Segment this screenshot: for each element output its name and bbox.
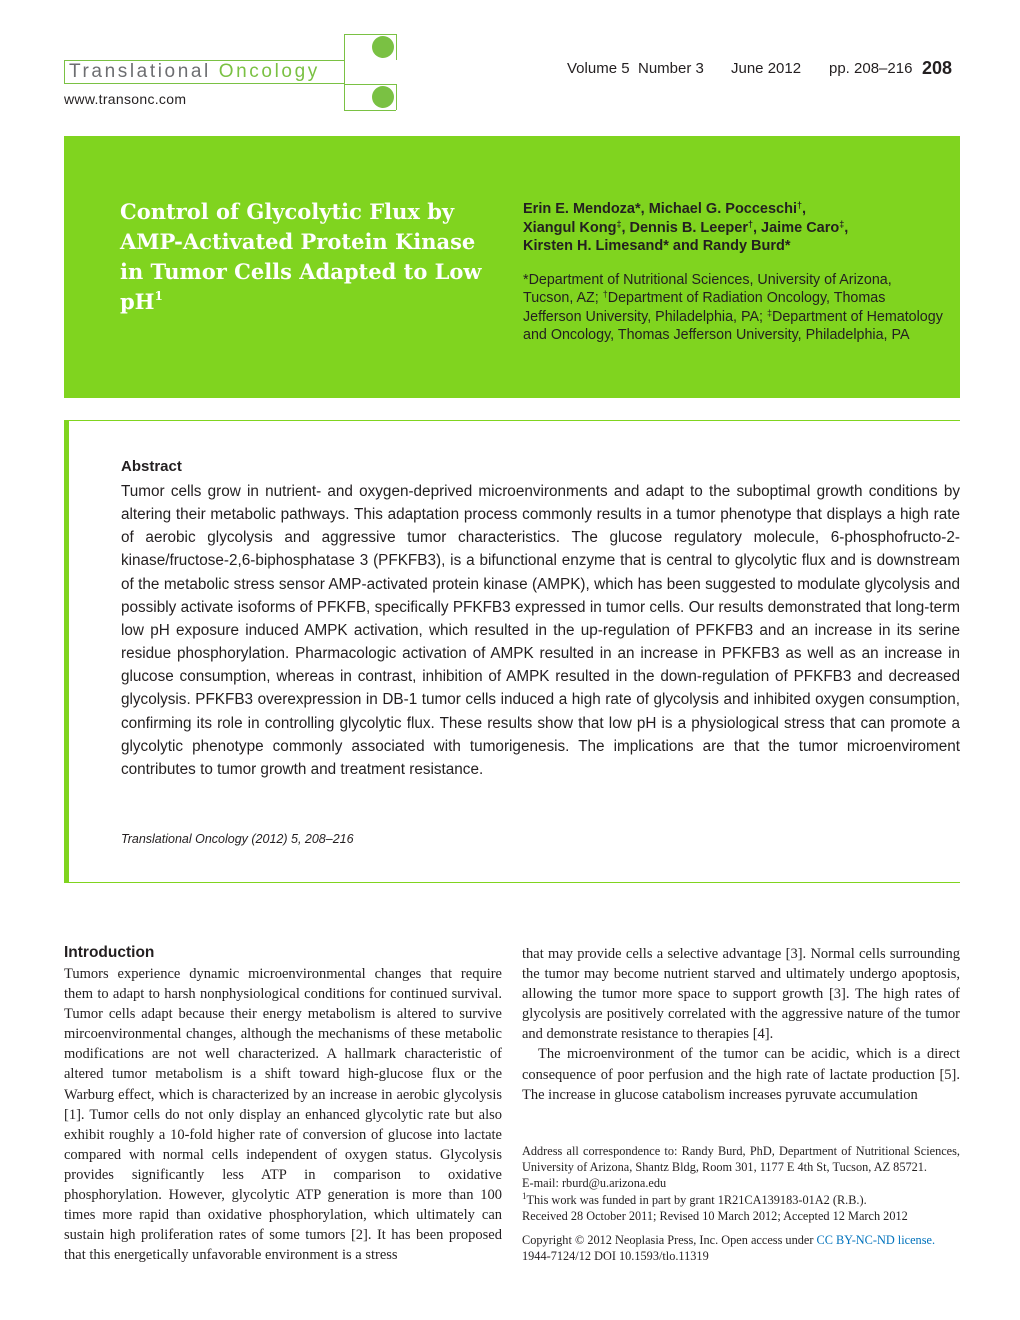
author-mark: ‡ <box>616 218 622 229</box>
abstract-rule <box>64 882 960 883</box>
footnotes <box>522 1143 960 1264</box>
header-volume: Volume 5 <box>567 60 630 77</box>
author-name: Erin E. Mendoza <box>523 201 635 217</box>
doi[interactable]: 1944-7124/12 DOI 10.1593/tlo.11319 <box>522 1249 709 1264</box>
logo-line <box>344 110 396 111</box>
funding-mark: 1 <box>522 1190 527 1201</box>
funding-text: This work was funded in part by grant 1R21CA139183-01A2 (R.B.). <box>526 1192 867 1207</box>
received-dates: Received 28 October 2011; Revised 10 March 2012; Accepted 12 March 2012 <box>522 1208 908 1223</box>
author-conjunction: and <box>672 238 699 254</box>
author-name: Kirsten H. Limesand <box>523 238 664 254</box>
author-name: Randy Burd <box>702 238 785 254</box>
abstract-rule <box>64 420 69 883</box>
journal-name-part2: Oncology <box>218 61 320 82</box>
introduction-heading: Introduction <box>64 944 155 961</box>
author-mark: † <box>797 200 803 210</box>
license-link[interactable]: CC BY-NC-ND license. <box>816 1233 936 1248</box>
journal-url-link[interactable]: www.transonc.com <box>64 91 187 107</box>
logo-line <box>344 34 396 35</box>
logo-dot-icon <box>372 86 394 108</box>
affiliation-mark: † <box>602 289 608 300</box>
logo-line <box>396 84 397 110</box>
copyright-text: Copyright © 2012 Neoplasia Press, Inc. Open access under <box>522 1233 814 1248</box>
logo-dot-icon <box>372 36 394 58</box>
header-number: Number 3 <box>638 60 704 77</box>
title-footnote-mark[interactable]: 1 <box>154 289 163 303</box>
citation: Translational Oncology (2012) 5, 208–216 <box>121 832 354 846</box>
author-list: Erin E. Mendoza*, Michael G. Pocceschi†, Xiangul Kong‡, Dennis B. Leeper†, Jaime Caro‡, Kirsten H. Limesand* and Randy Burd* <box>523 200 849 254</box>
affiliation-mark: ‡ <box>766 307 772 318</box>
affiliation: Department of Nutritional Sciences, University of Arizona, Tucson, AZ; <box>523 272 892 307</box>
abstract-heading: Abstract <box>121 458 182 475</box>
affiliation-list <box>523 271 943 344</box>
author-name: Xiangul Kong <box>523 219 617 236</box>
author-name: Jaime Caro <box>761 219 840 236</box>
logo-line <box>344 34 345 110</box>
author-mark: * <box>635 201 641 217</box>
logo-line <box>344 84 396 85</box>
journal-name-part1: Translational <box>69 61 211 82</box>
introduction-column-right <box>522 944 960 1105</box>
author-name: Dennis B. Leeper <box>629 219 748 236</box>
introduction-paragraph: The microenvironment of the tumor can be acidic, which is a direct consequence of poor perfusion and the high rate of lactate production [5]. The increase in glucose catabolism increases pyruvate accumulation <box>522 1046 960 1103</box>
author-mark: † <box>747 218 753 229</box>
author-name: Michael G. Pocceschi <box>648 201 798 217</box>
header-pages: pp. 208–216 <box>829 60 913 77</box>
abstract-rule <box>64 420 960 421</box>
introduction-paragraph: that may provide cells a selective advantage [3]. Normal cells surrounding the tumor may become nutrient starved and ultimately undergo apoptosis, allowing the tumor more space to support growth [3]. The high rates of glycolysis are positively correlated with the aggressive nature of the tumor and demonstrate resistance to therapies [4]. <box>522 946 960 1043</box>
funding-note <box>522 1192 960 1208</box>
affiliation: Department of Hematology and Oncology, Thomas Jefferson University, Philadelphia, PA <box>523 308 943 343</box>
email-link[interactable]: E-mail: rburd@u.arizona.edu <box>522 1176 667 1191</box>
article-title <box>120 197 490 317</box>
affiliation: Department of Radiation Oncology, Thomas Jefferson University, Philadelphia, PA; <box>523 290 886 325</box>
header-date: June 2012 <box>731 60 802 77</box>
correspondence-note: Address all correspondence to: Randy Burd, PhD, Department of Nutritional Sciences, University of Arizona, Shantz Bldg, Room 301, 1177 E 4th St, Tucson, AZ 85721. <box>522 1144 960 1175</box>
logo-line <box>396 34 397 60</box>
author-mark: * <box>784 238 791 254</box>
article-title-text: Control of Glycolytic Flux by AMP-Activated Protein Kinase in Tumor Cells Adapted to Low pH <box>120 199 482 314</box>
author-mark: ‡ <box>839 218 845 229</box>
logo-frame <box>64 60 344 84</box>
page-number: 208 <box>922 58 953 78</box>
author-mark: * <box>663 238 669 254</box>
journal-name <box>69 61 320 83</box>
introduction-column-left: Tumors experience dynamic microenvironmental changes that require them to adapt to harsh nonphysiological conditions for continued survival. Tumor cells adapt because their energy metabolism is altered to survive mircoenvironmental changes, although the mechanisms of these metabolic modifications are not well characterized. A hallmark characteristic of altered tumor metabolism is a shift toward high-glucose flux or the Warburg effect, which is characterized by an increase in aerobic glycolysis [1]. Tumor cells do not only display an enhanced glycolytic rate but also exhibit roughly a 10-fold higher rate of conversion of glucose into lactate compared with normal cells independent of oxygen status. Glycolysis provides significantly less ATP in comparison to oxidative phosphorylation. However, glycolytic ATP generation is more than 100 times more rapid than oxidative phosphorylation, which ultimately can sustain high proliferation rates of some tumors [2]. It has been proposed that this energetically unfavorable environment is a stress <box>64 966 502 1264</box>
copyright-note <box>522 1232 960 1248</box>
abstract-body: Tumor cells grow in nutrient- and oxygen-deprived microenvironments and adapt to the suboptimal growth conditions by altering their metabolic pathways. This adaptation process commonly results in a tumor phenotype that displays a high rate of aerobic glycolysis and aggressive tumor characteristics. The glucose regulatory molecule, 6-phosphofructo-2-kinase/fructose-2,6-biphosphatase 3 (PFKFB3), is a bifunctional enzyme that is central to glycolytic flux and is downstream of the metabolic stress sensor AMP-activated protein kinase (AMPK), which has been suggested to modulate glycolysis and possibly activate isoforms of PFKFB, specifically PFKFB3 expressed in tumor cells. Our results demonstrated that long-term low pH exposure induced AMPK activation, which resulted in the up-regulation of PFKFB3 and an increase in its serine residue phosphorylation. Pharmacologic activation of AMPK resulted in an increase in PFKFB3 as well as an increase in glucose consumption, whereas in contrast, inhibition of AMPK resulted in the down-regulation of PFKFB3 and decreased glycolysis. PFKFB3 overexpression in DB-1 tumor cells induced a high rate of glycolysis and inhibited oxygen consumption, confirming its role in controlling glycolytic flux. These results show that low pH is a physiological stress that can promote a glycolytic phenotype commonly associated with tumorigenesis. The implications are that the tumor microenviroment contributes to tumor growth and treatment resistance. <box>121 483 960 778</box>
affiliation-mark: * <box>523 272 529 288</box>
